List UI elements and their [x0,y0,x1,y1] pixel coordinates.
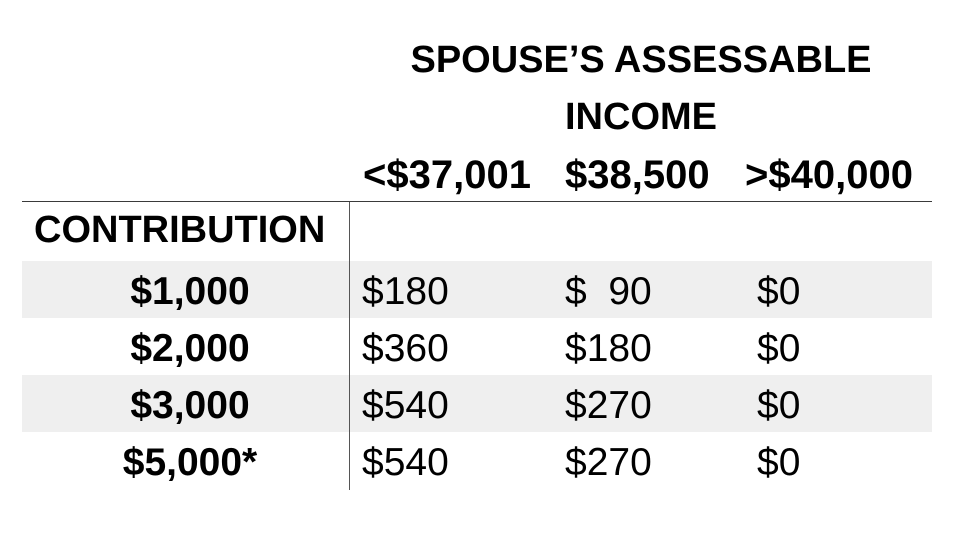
table-title-line-2: INCOME [565,96,717,138]
header-divider [22,201,932,202]
table-cell: $360 [362,327,449,370]
table-title-line-1: SPOUSE’S ASSESSABLE [410,39,872,81]
table-cell: $0 [757,384,801,427]
table-cell: $180 [565,327,652,370]
table-cell: $180 [362,270,449,313]
table-cell: $270 [565,384,652,427]
table-cell: $ 90 [565,270,652,313]
row-label: $5,000* [122,441,258,484]
row-header-contribution: CONTRIBUTION [34,209,326,251]
table-cell: $0 [757,270,801,313]
table-cell: $540 [362,441,449,484]
table-cell: $0 [757,441,801,484]
table-cell: $0 [757,327,801,370]
column-divider [349,202,350,490]
row-label: $1,000 [130,270,250,313]
column-header-low: <$37,001 [363,153,531,197]
row-label: $3,000 [130,384,250,427]
column-header-mid: $38,500 [565,153,710,197]
column-header-high: >$40,000 [745,153,913,197]
table-cell: $270 [565,441,652,484]
row-label: $2,000 [130,327,250,370]
table-cell: $540 [362,384,449,427]
